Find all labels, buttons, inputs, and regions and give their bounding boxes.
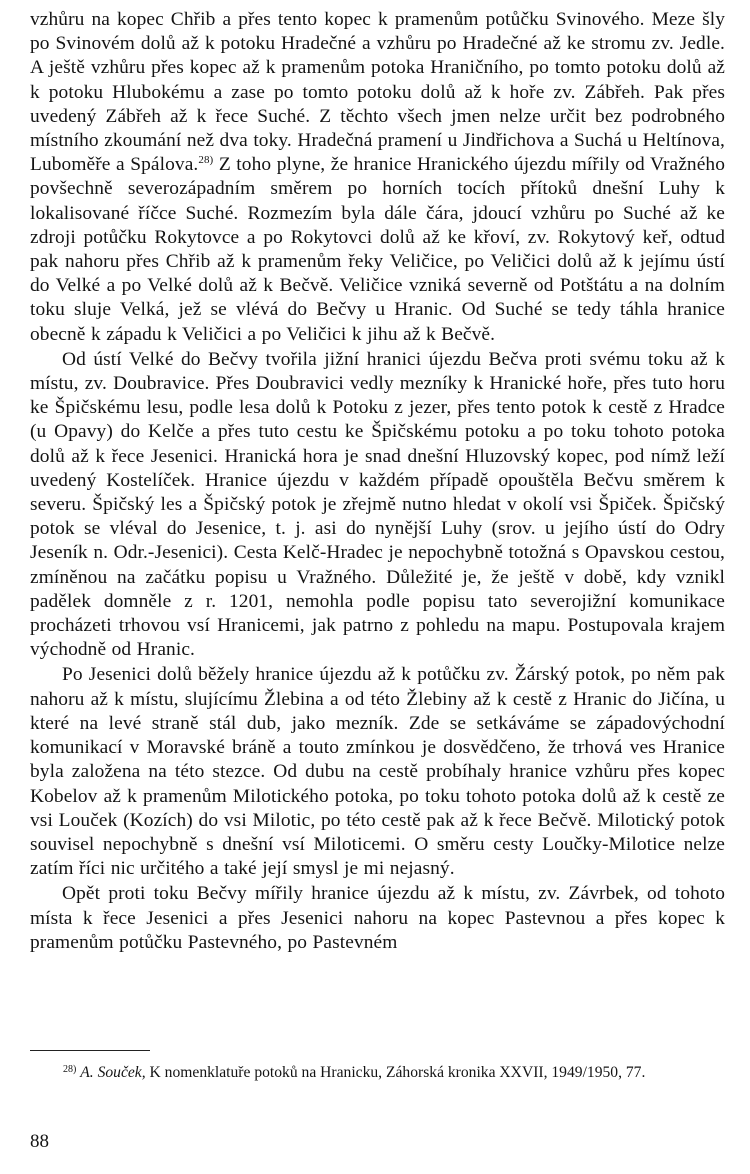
paragraph-1-text: vzhůru na kopec Chřib a přes tento kopec k pramenům potůčku Svinového. Meze šly po Svinovém dolů až k potoku Hradečné a vzhůru po Hradečné až ke stromu zv. Jedle. A ještě vzhůru přes kopec až k pramenům potoka Hraničního, po tomto potoku dolů až k potoku Hlubokému a zase po tomto potoku dolů až k hoře zv. Zábřeh. Pak přes uvedený Zábřeh až k řece Suché. Z těchto všech jmen nelze určit bez podrobného místního zkoumání než dva toky. Hradečná pramení u Jindřichova a Suchá u Heltínova, Luboměře a Spálova.: [30, 9, 725, 176]
footnote-mark: 28): [63, 1064, 77, 1075]
footnote-divider: [30, 1050, 150, 1051]
paragraph-4: Opět proti toku Bečvy mířily hranice újezdu až k místu, zv. Závrbek, od tohoto místa k řece Jesenici a přes Jesenici nahoru na kopec Pastevnou a přes kopec k pramenům potůčku Pastevného, po Pastevném: [30, 883, 725, 953]
paragraph-1: [30, 8, 725, 347]
paragraph-3: Po Jesenici dolů běžely hranice újezdu až k potůčku zv. Žárský potok, po něm pak nahoru až k místu, slujícímu Žlebina a od této Žlebiny až k cestě z Hranic do Jičína, u které na levé straně stál dub, jako mezník. Zde se setkáváme se západovýchodní komunikací v Moravské bráně a touto zmínkou je dosvědčeno, že trhová ves Hranice byla založena na této stezce. Od dubu na cestě probíhaly hranice vzhůru přes kopec Kobelov až k pramenům Milotického potoka, po toku tohoto potoka dolů až k cestě ze vsi Louček (Kozích) do vsi Milotic, po této cestě pak až k řece Bečvě. Milotický potok souvisel nepochybně s dnešní vsí Miloticemi. O směru cesty Loučky-Milotice nelze zatím říci nic určitého a také její smysl je mi nejasný.: [30, 664, 725, 880]
paragraph-1-continuation: Z toho plyne, že hranice Hranického újezdu mířily od Vražného povšechně severozápadním směrem po horních tocích přítoků dnešní Luhy k lokalisované říčce Suché. Rozmezím byla dále čára, jdoucí vzhůru po Suché až ke zdroji potůčku Rokytovce a po Rokytovci dolů až ke křoví, zv. Rokytový keř, odtud pak nahoru přes Chřib až k pramenům řeky Veličice, po Veličici dolů až k jejímu ústí do Velké a po Velké dolů až k Bečvě. Veličice vzniká severně od Potštátu a na dolním toku sluje Velká, jež se vlévá do Bečvy u Hranic. Od Suché se tedy táhla hranice obecně k západu k Veličici a po Veličici k jihu až k Bečvě.: [30, 154, 726, 345]
footnote: [30, 1062, 720, 1083]
paragraph-2: Od ústí Velké do Bečvy tvořila jižní hranici újezdu Bečva proti svému toku až k místu, zv. Doubravice. Přes Doubravici vedly mezníky k Hranické hoře, přes tuto horu ke Špičskému lesu, podle lesa dolů k Potoku z jezer, přes tento potok k cestě z Hradce (u Opavy) do Kelče a přes tuto cestu ke Špičskému potoku a po toku tohoto potoka dolů až k řece Jesenici. Hranická hora je snad dnešní Hluzovský kopec, pod nímž leží uvedený Kostelíček. Hranice újezdu v každém případě opouštěla Bečvu směrem k severu. Špičský les a Špičský potok je zřejmě nutno hledat v okolí vsi Špiček. Špičský potok se vléval do Jesenice, t. j. asi do nynější Luhy (srov. u jejího ústí do Odry Jeseník n. Odr.-Jesenici). Cesta Kelč-Hradec je nepochybně totožná s Opavskou cestou, zmíněnou na začátku popisu u Vražného. Důležité je, že ještě v době, kdy vznikl padělek domněle z r. 1201, nemohla podle popisu tato severojižní komunikace procházeti trhovou vsí Hranicemi, jak patrno z pohledu na mapu. Postupovala krajem východně od Hranic.: [30, 348, 725, 661]
footnote-author: A. Souček,: [80, 1064, 146, 1081]
footnote-reference[interactable]: 28): [198, 154, 214, 167]
page-body: [30, 8, 725, 955]
footnote-text: K nomenklatuře potoků na Hranicku, Záhorská kronika XXVII, 1949/1950, 77.: [145, 1064, 646, 1081]
page-number: 88: [30, 1131, 49, 1152]
